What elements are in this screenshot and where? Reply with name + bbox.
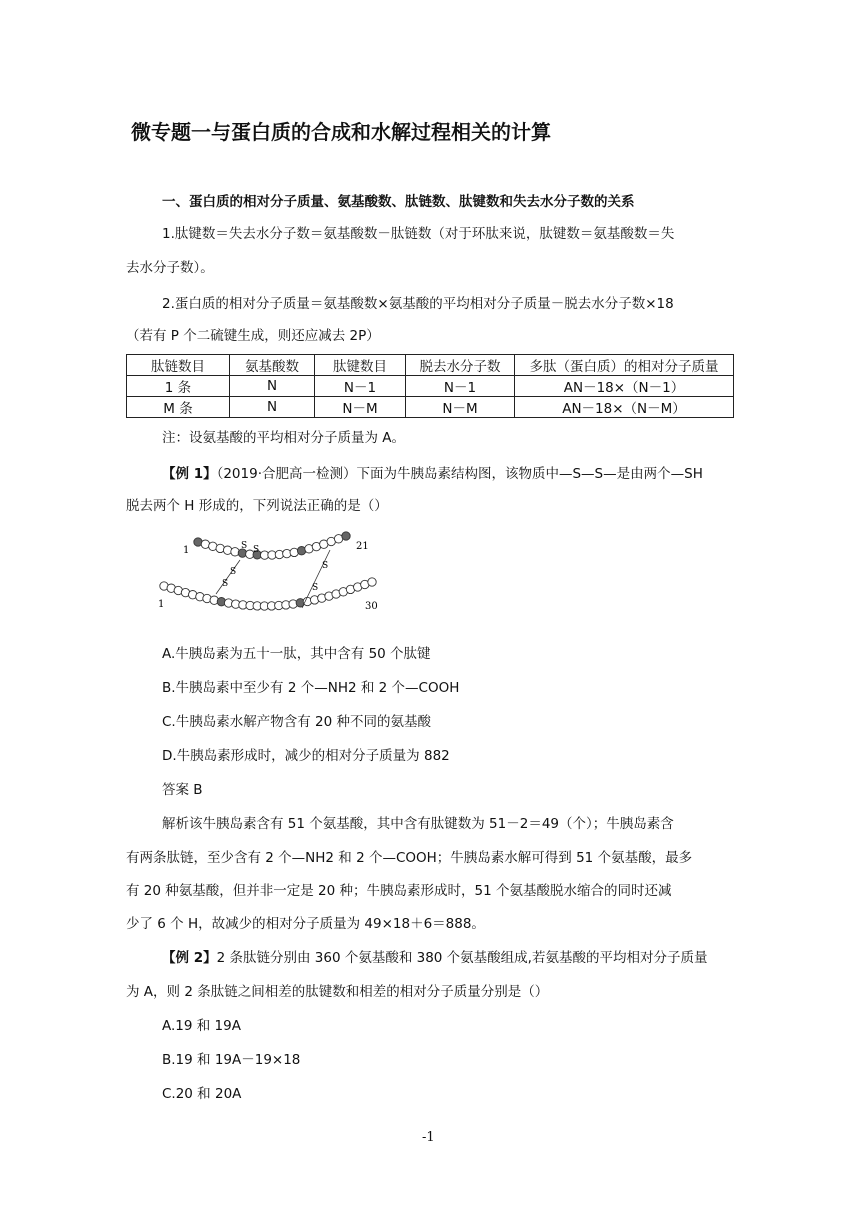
- chain-a: [194, 532, 350, 560]
- sulfur-label: S: [322, 561, 329, 571]
- table-header-cell: 氨基酸数: [230, 355, 315, 376]
- example2-line2: 为 A，则 2 条肽链之间相差的肽键数和相差的相对分子质量分别是（）: [126, 984, 549, 1000]
- option-a: A.牛胰岛素为五十一肽，其中含有 50 个肽键: [162, 646, 431, 662]
- option-b: B.牛胰岛素中至少有 2 个—NH2 和 2 个—COOH: [162, 680, 460, 696]
- table-cell: N: [230, 376, 315, 397]
- option-c: C.20 和 20A: [162, 1086, 242, 1102]
- table-cell: N－1: [406, 376, 515, 397]
- option-c: C.牛胰岛素水解产物含有 20 种不同的氨基酸: [162, 714, 431, 730]
- amino-acid-bead: [342, 532, 350, 540]
- table-header-row: [127, 355, 734, 376]
- table-cell: 1 条: [127, 376, 230, 397]
- amino-acid-bead: [368, 578, 376, 586]
- table-header-cell: 多肽（蛋白质）的相对分子质量: [515, 355, 734, 376]
- table-cell: N－M: [315, 397, 406, 418]
- table-header-cell: 肽链数目: [127, 355, 230, 376]
- table-row: [127, 397, 734, 418]
- paragraph-line: 2.蛋白质的相对分子质量＝氨基酸数×氨基酸的平均相对分子质量－脱去水分子数×18: [162, 296, 674, 312]
- sulfur-label: S: [241, 541, 248, 551]
- example2-stem: 2 条肽链分别由 360 个氨基酸和 380 个氨基酸组成,若氨基酸的平均相对分子质量: [216, 950, 708, 966]
- analysis-line: 少了 6 个 H，故减少的相对分子质量为 49×18＋6＝888。: [126, 916, 485, 932]
- example1-stem: （2019·合肥高一检测）下面为牛胰岛素结构图，该物质中—S—S—是由两个—SH: [216, 466, 703, 482]
- page-title: 微专题一与蛋白质的合成和水解过程相关的计算: [131, 120, 551, 144]
- table-cell: AN－18×（N－M）: [515, 397, 734, 418]
- sulfur-label: S: [230, 567, 237, 577]
- table-cell: N－1: [315, 376, 406, 397]
- section-heading: 一、蛋白质的相对分子质量、氨基酸数、肽链数、肽键数和失去水分子数的关系: [162, 194, 635, 210]
- example1-line1: [162, 464, 703, 484]
- table-header-cell: 脱去水分子数: [406, 355, 515, 376]
- table-note: 注：设氨基酸的平均相对分子质量为 A。: [162, 430, 406, 446]
- paragraph-line: 去水分子数）。: [126, 260, 214, 276]
- chain-a-start-label: 1: [183, 545, 190, 556]
- table-cell: M 条: [127, 397, 230, 418]
- example2-line1: [162, 948, 707, 968]
- sulfur-label: S: [312, 583, 319, 593]
- option-b: B.19 和 19A－19×18: [162, 1052, 301, 1068]
- example2-tag: 【例 2】: [162, 950, 217, 966]
- option-a: A.19 和 19A: [162, 1018, 241, 1034]
- analysis-line: 解析该牛胰岛素含有 51 个氨基酸，其中含有肽键数为 51－2＝49（个）；牛胰岛素含: [162, 816, 674, 832]
- amino-acid-bead: [223, 546, 231, 554]
- answer: 答案 B: [162, 782, 203, 798]
- paragraph-line: 1.肽键数＝失去水分子数＝氨基酸数－肽链数（对于环肽来说，肽键数＝氨基酸数＝失: [162, 226, 675, 242]
- example1-tag: 【例 1】: [162, 466, 217, 482]
- analysis-line: 有两条肽链，至少含有 2 个—NH2 和 2 个—COOH；牛胰岛素水解可得到 51 个氨基酸，最多: [126, 850, 693, 866]
- chain-b: [160, 578, 376, 610]
- chain-a-end-label: 21: [356, 541, 369, 552]
- table-cell: N－M: [406, 397, 515, 418]
- chain-b-end-label: 30: [365, 601, 378, 612]
- table-row: [127, 376, 734, 397]
- sulfur-label: S: [222, 579, 229, 589]
- table-cell: N: [230, 397, 315, 418]
- sulfur-label: S: [253, 545, 260, 555]
- page-number: -1: [422, 1130, 435, 1145]
- table-cell: AN－18×（N－1）: [515, 376, 734, 397]
- option-d: D.牛胰岛素形成时，减少的相对分子质量为 882: [162, 748, 450, 764]
- example1-line2: 脱去两个 H 形成的，下列说法正确的是（）: [126, 498, 388, 514]
- insulin-structure-diagram: [150, 530, 400, 620]
- analysis-line: 有 20 种氨基酸，但并非一定是 20 种；牛胰岛素形成时，51 个氨基酸脱水缩合的同时还减: [126, 883, 672, 899]
- relation-table: [126, 354, 734, 418]
- paragraph-line: （若有 P 个二硫键生成，则还应减去 2P）: [126, 328, 380, 344]
- table-header-cell: 肽键数目: [315, 355, 406, 376]
- chain-b-start-label: 1: [158, 599, 165, 610]
